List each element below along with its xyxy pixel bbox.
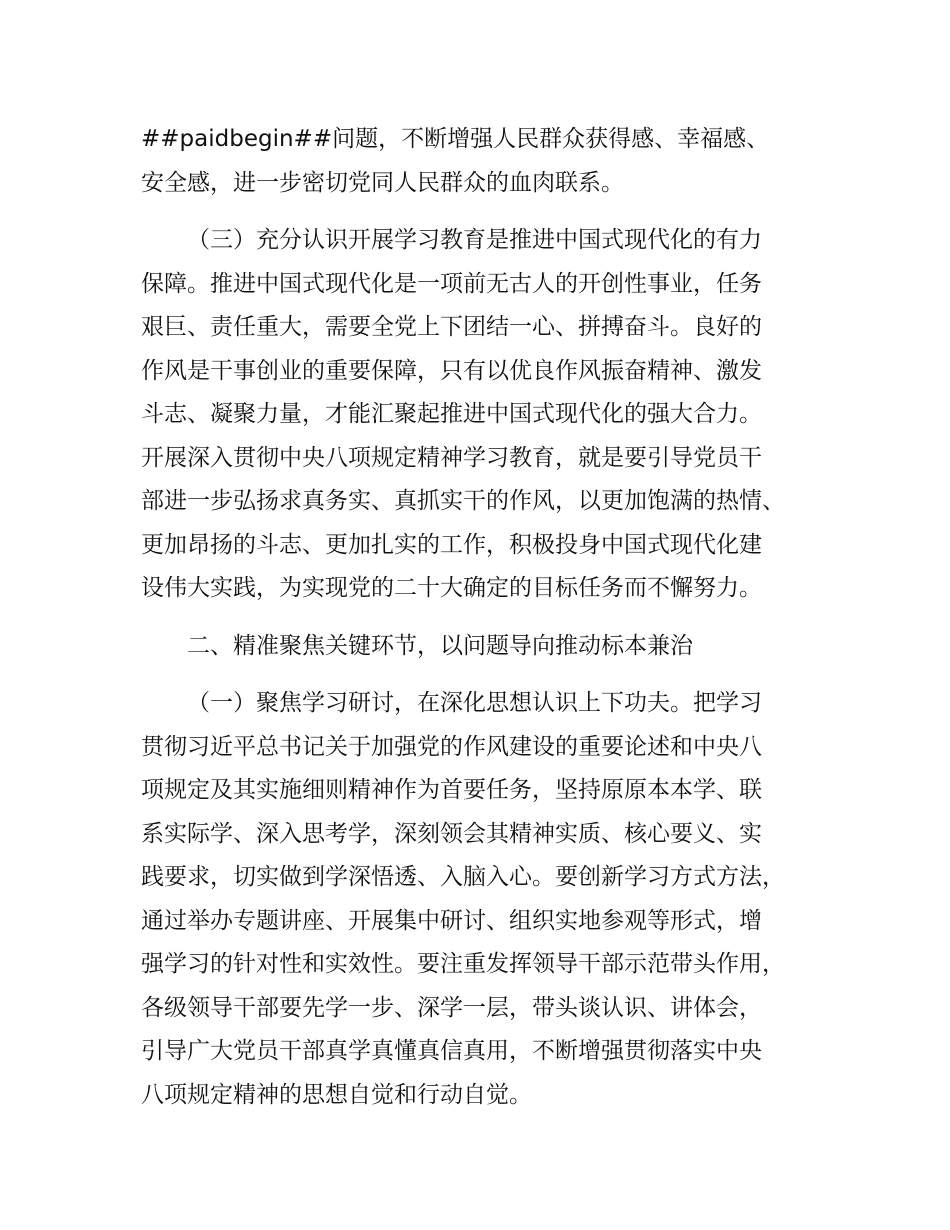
text-line: 各级领导干部要先学一步、深学一层，带头谈认识、讲体会， — [141, 994, 762, 1021]
paragraph-2 — [141, 219, 831, 611]
text-line: 斗志、凝聚力量，才能汇聚起推进中国式现代化的强大合力。 — [141, 401, 762, 427]
text-line: 贯彻习近平总书记关于加强党的作风建设的重要论述和中央八 — [141, 733, 762, 760]
document-body — [141, 118, 831, 1117]
text-line: 艰巨、责任重大，需要全党上下团结一心、拼搏奋斗。良好的 — [141, 314, 762, 340]
paragraph-3 — [141, 682, 831, 1117]
text-line: 保障。推进中国式现代化是一项前无古人的开创性事业，任务 — [141, 270, 762, 297]
text-line: 设伟大实践，为实现党的二十大确定的目标任务而不懈努力。 — [141, 575, 762, 601]
text-line: 八项规定精神的思想自觉和行动自觉。 — [141, 1081, 532, 1108]
text-line: 更加昂扬的斗志、更加扎实的工作，积极投身中国式现代化建 — [141, 531, 762, 558]
text-line: ##paidbegin##问题，不断增强人民群众获得感、幸福感、 — [141, 126, 770, 152]
text-line: 安全感，进一步密切党同人民群众的血肉联系。 — [141, 169, 624, 196]
text-line: 强学习的针对性和实效性。要注重发挥领导干部示范带头作用， — [141, 951, 785, 977]
text-line: 践要求，切实做到学深悟透、入脑入心。要创新学习方式方法， — [141, 864, 785, 890]
text-line: （三）充分认识开展学习教育是推进中国式现代化的有力 — [187, 227, 762, 253]
text-line: （一）聚焦学习研讨，在深化思想认识上下功夫。把学习 — [187, 690, 762, 716]
text-line: 通过举办专题讲座、开展集中研讨、组织实地参观等形式，增 — [141, 907, 762, 934]
text-line: 部进一步弘扬求真务实、真抓实干的作风，以更加饱满的热情、 — [141, 488, 785, 514]
text-line: 开展深入贯彻中央八项规定精神学习教育，就是要引导党员干 — [141, 444, 762, 471]
paragraph-gap — [141, 205, 831, 219]
text-line: 引导广大党员干部真学真懂真信真用，不断增强贯彻落实中央 — [141, 1038, 762, 1064]
text-line: 项规定及其实施细则精神作为首要任务，坚持原原本本学、联 — [141, 777, 762, 803]
paragraph-gap — [141, 611, 831, 625]
text-line: 作风是干事创业的重要保障，只有以优良作风振奋精神、激发 — [141, 357, 762, 384]
paragraph-1 — [141, 118, 831, 205]
heading-line: 二、精准聚焦关键环节，以问题导向推动标本兼治 — [187, 632, 693, 659]
paragraph-gap — [141, 668, 831, 682]
text-line: 系实际学、深入思考学，深刻领会其精神实质、核心要义、实 — [141, 820, 762, 847]
section-heading — [141, 625, 831, 669]
